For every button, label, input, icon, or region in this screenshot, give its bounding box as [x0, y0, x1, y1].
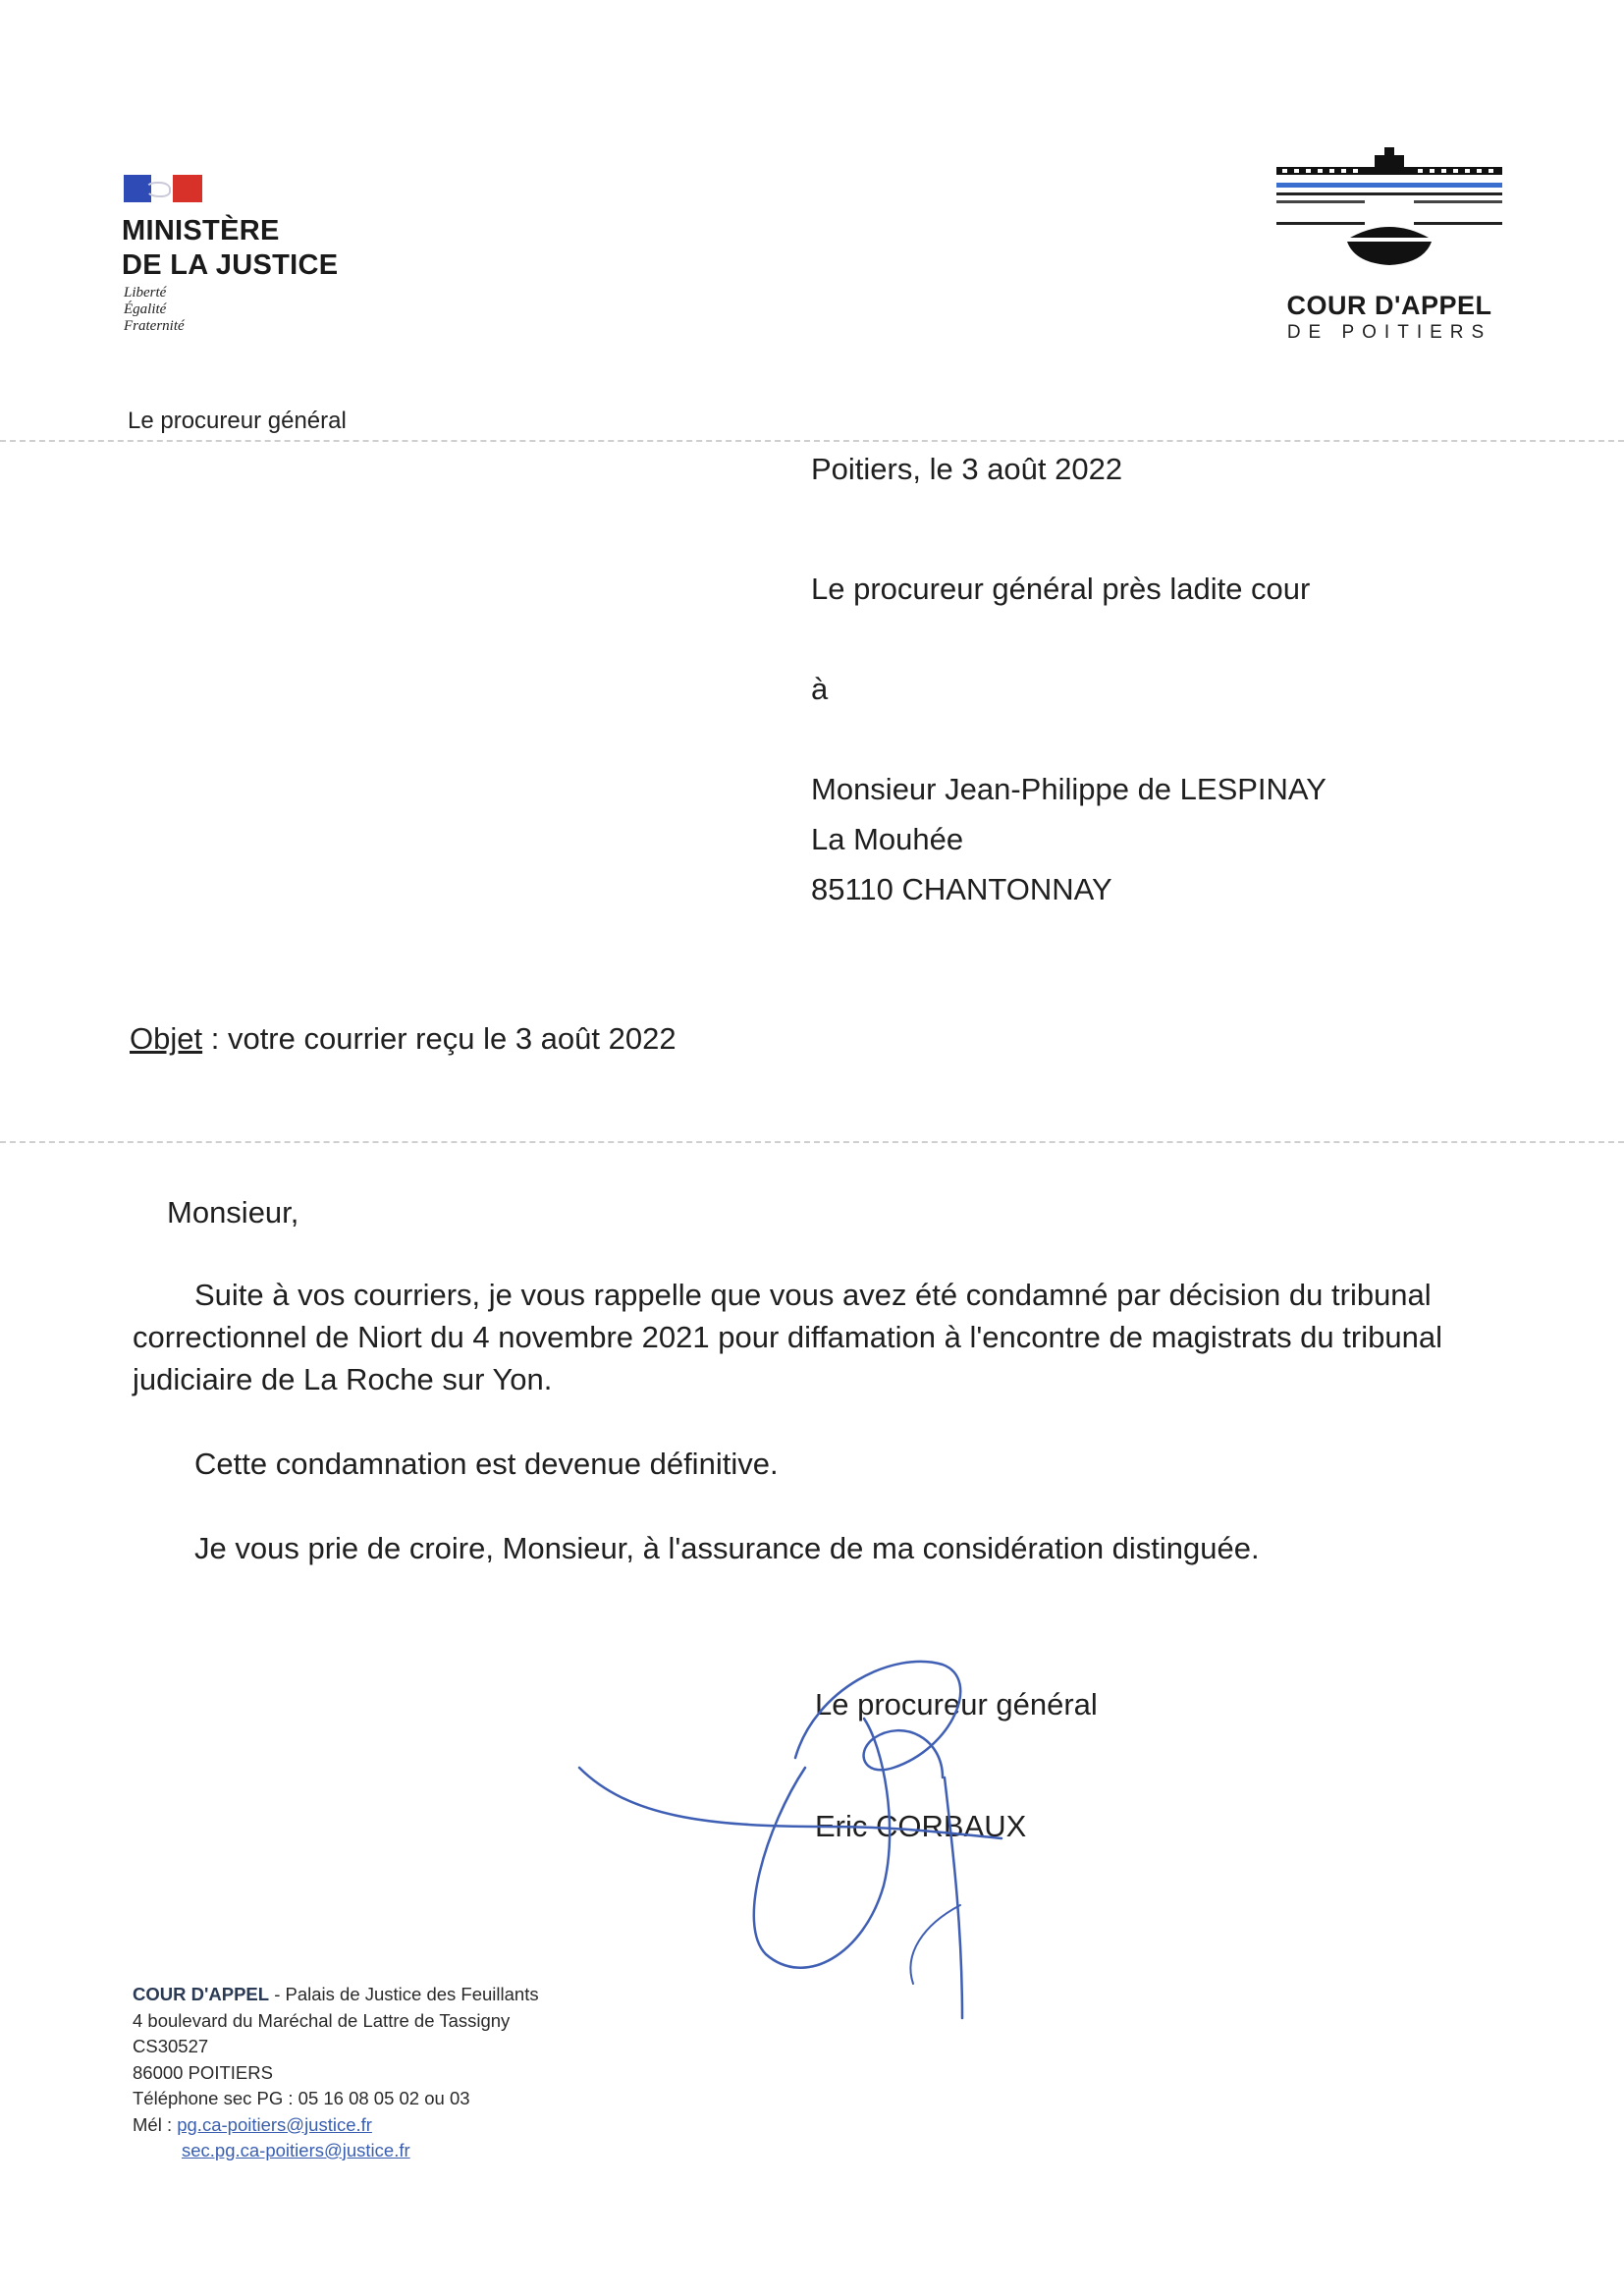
recipient-name: Monsieur Jean-Philippe de LESPINAY [811, 772, 1326, 806]
footer-email-label: Mél : [133, 2113, 178, 2135]
footer-phone: Téléphone sec PG : 05 16 08 05 02 ou 03 [133, 2088, 470, 2108]
footer-address-block [133, 1982, 539, 2164]
subject-text: : votre courrier reçu le 3 août 2022 [202, 1021, 677, 1056]
motto-liberte: Liberté [124, 285, 167, 301]
recipient-address-line1: La Mouhée [811, 822, 964, 856]
fold-line-top [0, 440, 1624, 442]
court-name: COUR D'APPEL [1286, 291, 1492, 320]
paragraph-3: Je vous prie de croire, Monsieur, à l'assurance de ma considération distinguée. [194, 1531, 1260, 1565]
signatory-title: Le procureur général [815, 1687, 1098, 1722]
court-city: DE POITIERS [1286, 322, 1492, 343]
fold-line-middle [0, 1141, 1624, 1143]
motto-fraternite: Fraternité [124, 318, 185, 334]
paragraph-2: Cette condamnation est devenue définitive. [194, 1447, 779, 1481]
footer-org-rest: - Palais de Justice des Feuillants [269, 1984, 539, 2004]
recipient-address-line2: 85110 CHANTONNAY [811, 872, 1112, 906]
subject-label: Objet [130, 1021, 203, 1056]
paragraph-1: Suite à vos courriers, je vous rappelle que vous avez été condamné par décision du tribunal correctionnel de Niort du 4 novembre 2021 pour diffamation à l'encontre de magistrats du tribunal judiciaire de La Roche sur Yon. [133, 1278, 1442, 1396]
letter-to-word: à [811, 672, 829, 706]
place-date: Poitiers, le 3 août 2022 [811, 452, 1123, 486]
ministry-line2: DE LA JUSTICE [122, 249, 339, 281]
ministry-line1: MINISTÈRE [122, 215, 280, 246]
salutation: Monsieur, [167, 1195, 299, 1230]
ministry-name [122, 214, 338, 283]
subject-line [130, 1021, 677, 1057]
letter-from: Le procureur général près ladite cour [811, 572, 1311, 606]
signatory-name: Eric CORBAUX [815, 1809, 1027, 1843]
ministry-motto [124, 285, 185, 335]
court-building-logo [1276, 147, 1502, 280]
footer-address1: 4 boulevard du Maréchal de Lattre de Tassigny [133, 2009, 511, 2031]
footer-address2: CS30527 [133, 2036, 209, 2056]
sender-label: Le procureur général [128, 408, 347, 434]
footer-email-1[interactable]: pg.ca-poitiers@justice.fr [177, 2113, 372, 2135]
footer-address3: 86000 POITIERS [133, 2061, 273, 2083]
motto-egalite: Égalité [124, 301, 167, 317]
footer-org: COUR D'APPEL [133, 1984, 270, 2004]
footer-email-2[interactable]: sec.pg.ca-poitiers@justice.fr [182, 2140, 410, 2160]
marianne-flag-logo [124, 175, 202, 202]
